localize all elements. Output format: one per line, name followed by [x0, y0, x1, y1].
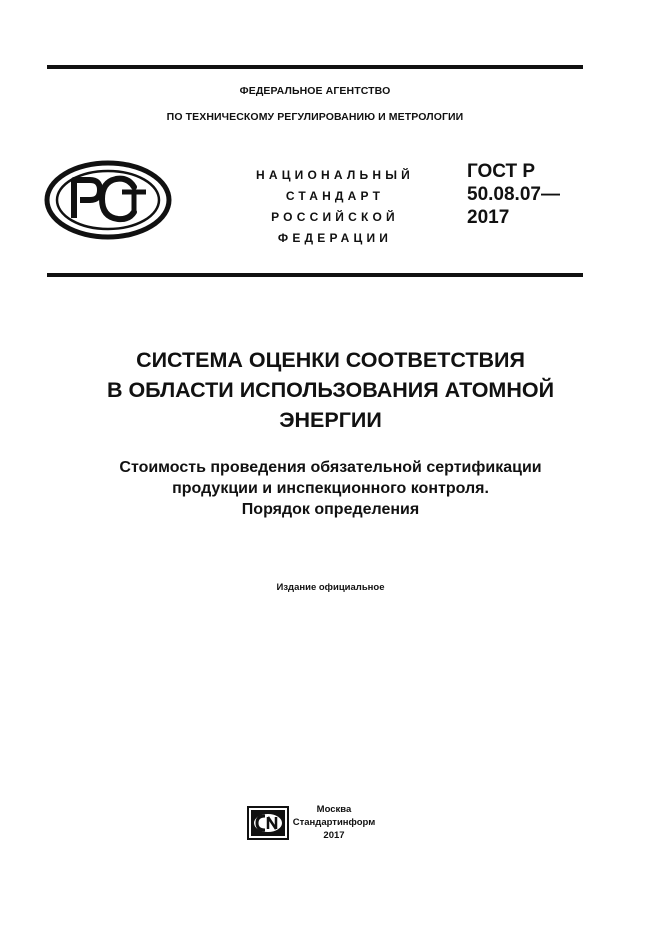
subtitle-line: Порядок определения — [241, 501, 420, 518]
standard-designation — [467, 160, 560, 229]
document-title — [47, 345, 614, 435]
title-line: СИСТЕМА ОЦЕНКИ СООТВЕТСТВИЯ — [136, 348, 525, 372]
standartinform-logo-icon — [247, 806, 289, 840]
agency-name-line2: ПО ТЕХНИЧЕСКОМУ РЕГУЛИРОВАНИЮ И МЕТРОЛОГИИ — [166, 111, 464, 123]
national-standard-line: СТАНДАРТ — [285, 189, 385, 203]
middle-divider — [47, 273, 583, 277]
designation-line: 50.08.07— — [467, 184, 560, 205]
title-line: ЭНЕРГИИ — [279, 408, 382, 432]
document-subtitle — [47, 457, 614, 520]
gost-r-logo-icon — [44, 160, 172, 240]
title-line: В ОБЛАСТИ ИСПОЛЬЗОВАНИЯ АТОМНОЙ — [106, 378, 555, 402]
national-standard-line: РОССИЙСКОЙ — [271, 210, 399, 224]
national-standard-line: ФЕДЕРАЦИИ — [277, 231, 393, 245]
publisher-imprint — [292, 803, 376, 842]
edition-label: Издание официальное — [276, 582, 385, 593]
designation-line: 2017 — [467, 207, 510, 228]
subtitle-line: продукции и инспекционного контроля. — [172, 480, 489, 497]
national-standard-label — [245, 165, 425, 249]
national-standard-line: НАЦИОНАЛЬНЫЙ — [255, 168, 415, 182]
imprint-city: Москва — [316, 804, 352, 815]
top-divider — [47, 65, 583, 69]
imprint-year: 2017 — [323, 830, 345, 841]
imprint-publisher: Стандартинформ — [292, 817, 376, 828]
subtitle-line: Стоимость проведения обязательной сертификации — [119, 459, 542, 476]
designation-line: ГОСТ Р — [467, 161, 536, 182]
agency-name-line1: ФЕДЕРАЛЬНОЕ АГЕНТСТВО — [239, 85, 391, 97]
